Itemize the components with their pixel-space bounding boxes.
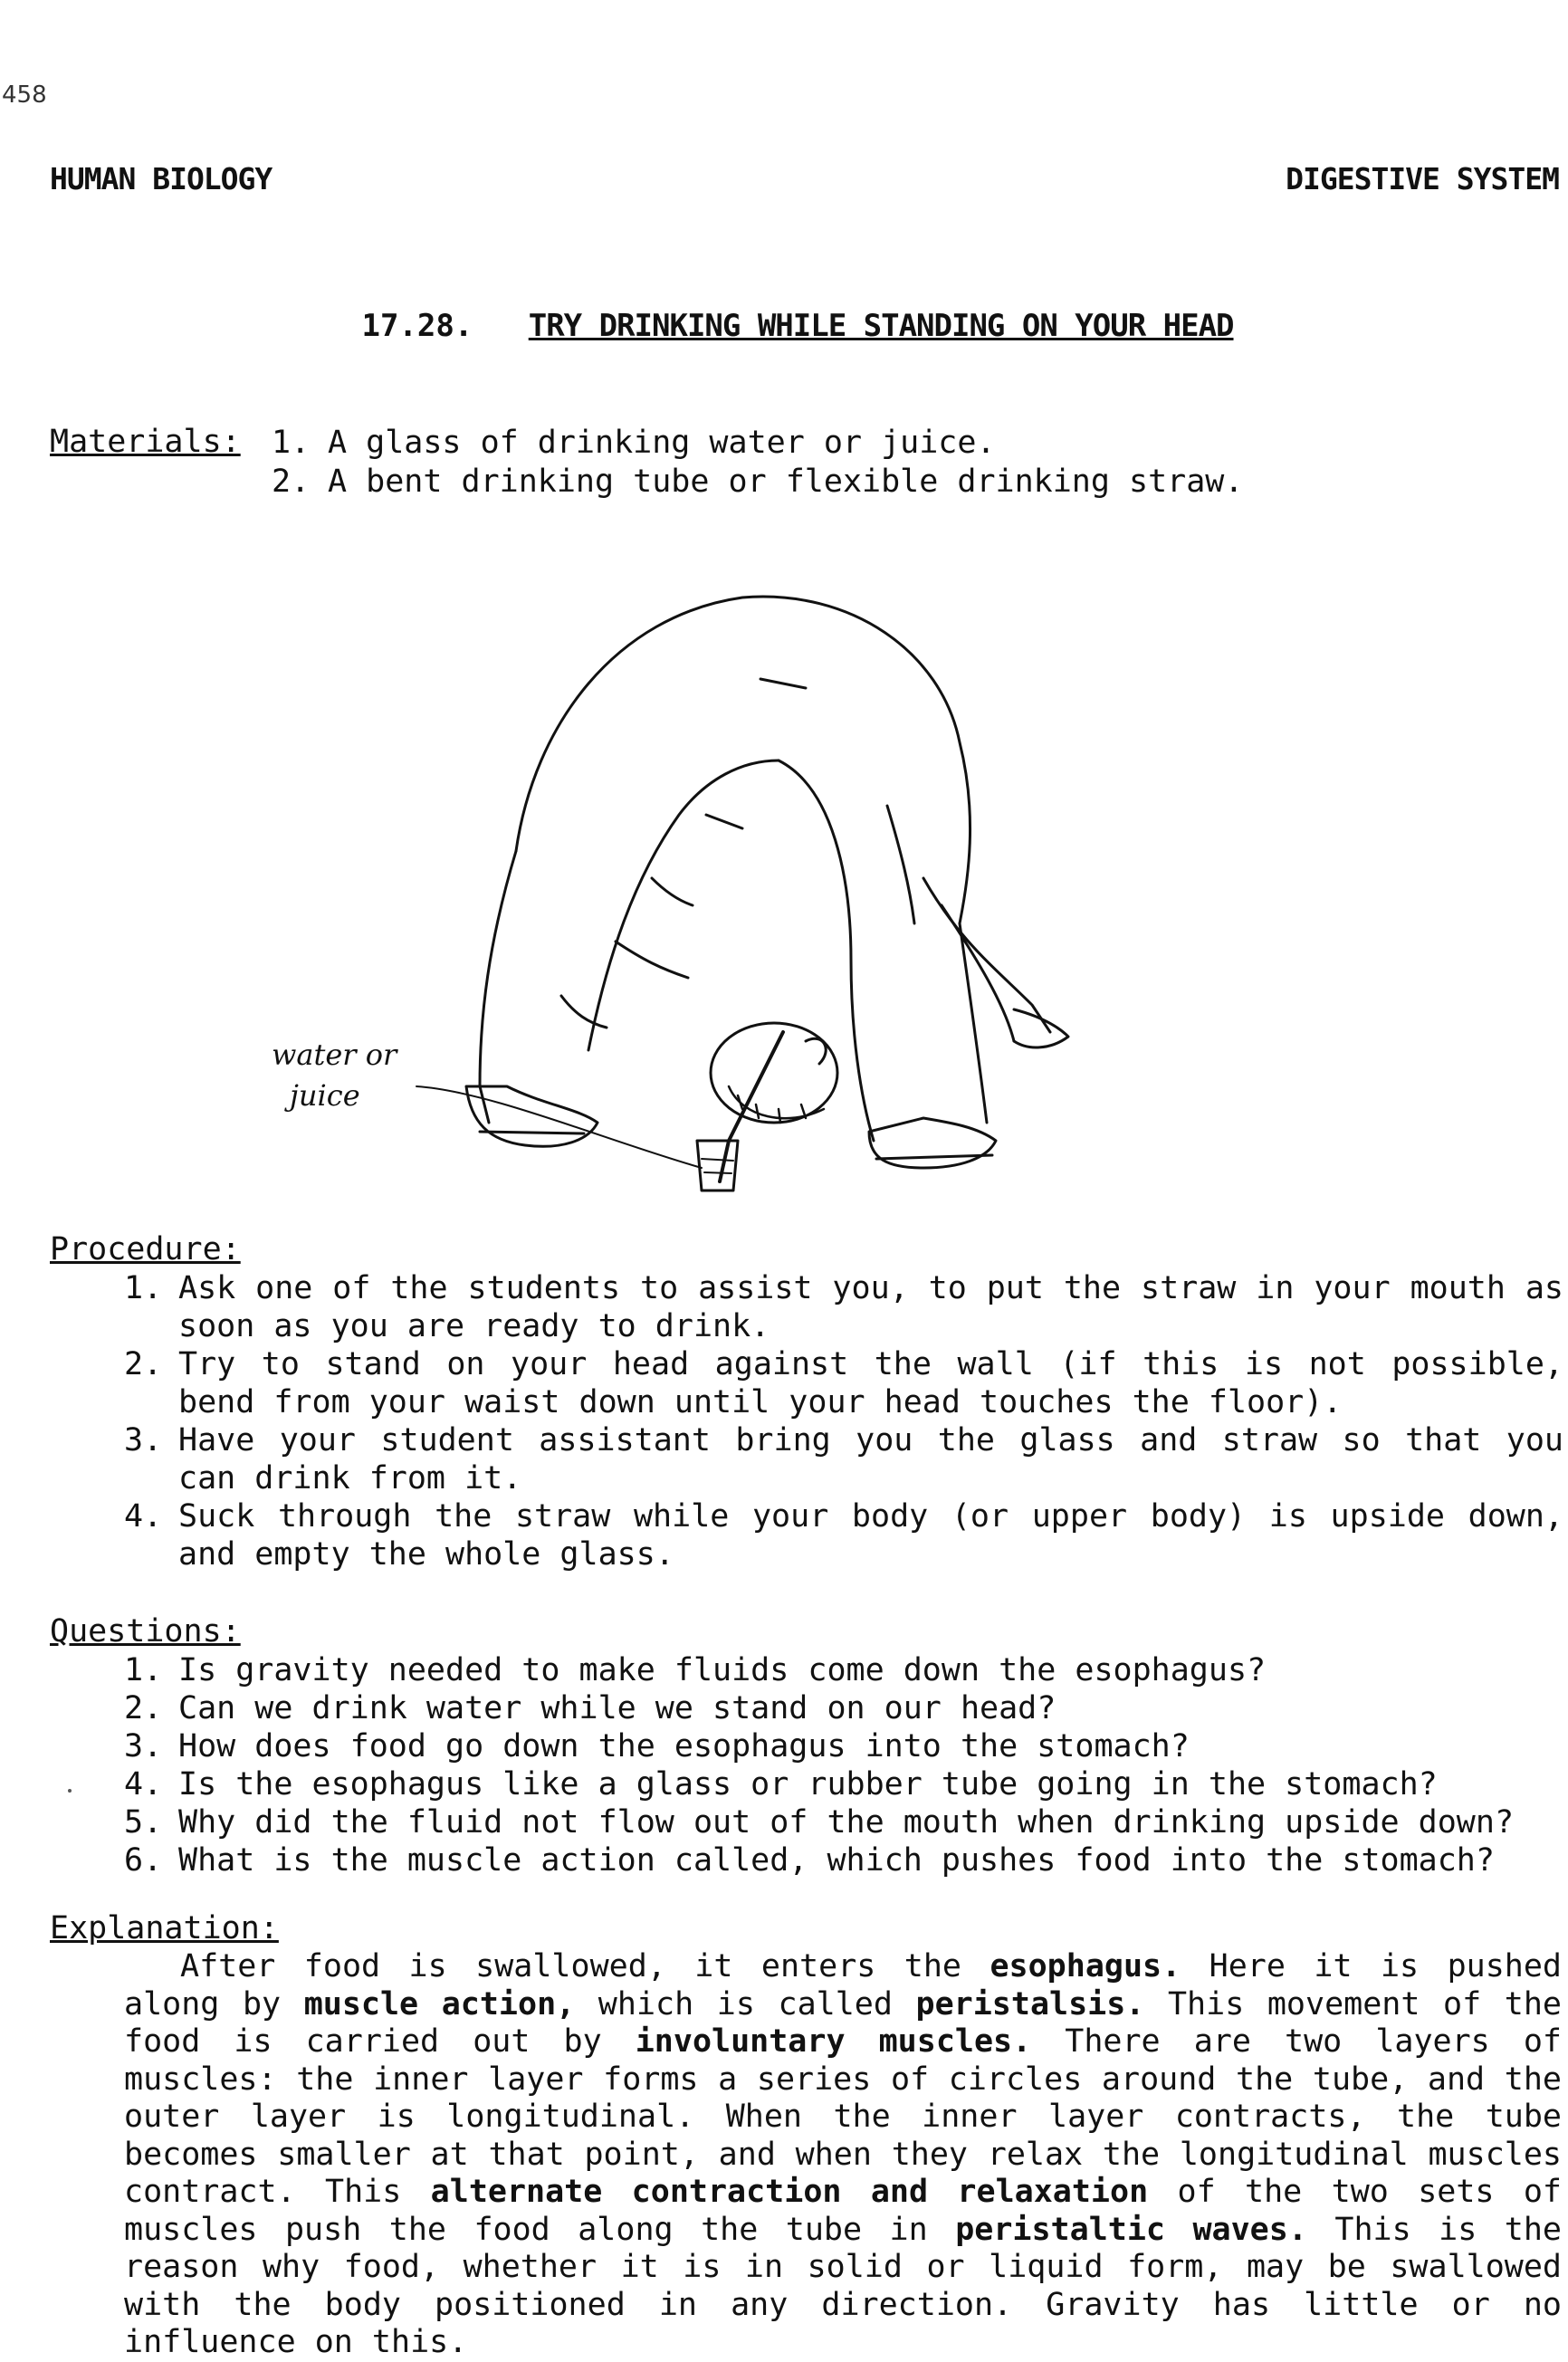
list-item: 2. A bent drinking tube or flexible drinking straw. — [272, 464, 1244, 500]
page-number: 458 — [2, 81, 47, 109]
list-item: 5. Why did the fluid not flow out of the mouth when drinking upside down? — [124, 1804, 1515, 1841]
term-involuntary-muscles: involuntary muscles. — [635, 2023, 1032, 2060]
list-item: 1. Is gravity needed to make fluids come down the esophagus? — [124, 1652, 1267, 1688]
caption-line-1: water or — [272, 1038, 397, 1072]
title-text: TRY DRINKING WHILE STANDING ON YOUR HEAD — [528, 308, 1234, 344]
left-leg-outer — [480, 851, 516, 1123]
torso-outline — [516, 597, 970, 923]
procedure-list — [124, 1269, 1563, 1573]
list-item: 2. Try to stand on your head against the wall (if this is not possible, bend from your waist down until your head touches the floor). — [124, 1346, 1563, 1420]
questions-label: Questions: — [50, 1613, 241, 1650]
materials-list — [272, 424, 1243, 502]
right-shoe — [869, 1118, 996, 1168]
illustration-caption — [272, 1035, 397, 1116]
list-item: 2. Can we drink water while we stand on our head? — [124, 1690, 1056, 1726]
title-number: 17.28. — [361, 308, 473, 344]
questions-list — [124, 1651, 1563, 1879]
materials-label: Materials: — [50, 424, 241, 460]
list-item: 6. What is the muscle action called, which pushes food into the stomach? — [124, 1842, 1495, 1879]
illustration-upside-down-drinking — [380, 579, 1104, 1195]
caption-leader-line — [416, 1086, 702, 1168]
explanation-paragraph: After food is swallowed, it enters the esophagus. Here it is pushed along by muscle action, which is called peristalsis. This movement of the food is carried out by involuntary muscles. There are two layers of muscles: the inner layer forms a series of circles around the tube, and the outer layer is longitudinal. When the inner layer contracts, the tube becomes smaller at that point, and when they relax the longitudinal muscles contract. This alternate contraction and relaxation of the two sets of muscles push the food along the tube in peristaltic waves. This is the reason why food, whether it is in solid or liquid form, may be swallowed with the body positioned in any direction. Gravity has little or no influence on this. — [124, 1948, 1563, 2360]
right-hand — [1014, 1009, 1068, 1047]
list-item: 3. How does food go down the esophagus into the stomach? — [124, 1728, 1190, 1764]
term-peristalsis: peristalsis. — [915, 1985, 1145, 2023]
term-esophagus: esophagus. — [990, 1948, 1181, 1984]
list-item: 1. Ask one of the students to assist you, to put the straw in your mouth as soon as you are ready to drink. — [124, 1270, 1563, 1344]
term-peristaltic-waves: peristaltic waves. — [955, 2211, 1307, 2248]
glass — [697, 1141, 738, 1191]
page-title — [0, 308, 1568, 344]
procedure-label: Procedure: — [50, 1231, 241, 1267]
right-leg-inner — [779, 760, 874, 1141]
caption-line-2: juice — [290, 1078, 360, 1113]
right-arm — [923, 878, 1050, 1032]
list-item: 4. Suck through the straw while your body (or upper body) is upside down, and empty the whole glass. — [124, 1498, 1563, 1573]
term-alternate-contraction: alternate contraction and relaxation — [430, 2174, 1149, 2210]
header-chapter: DIGESTIVE SYSTEM — [1286, 161, 1559, 196]
explanation-label: Explanation: — [50, 1910, 279, 1946]
left-leg-inner — [588, 760, 779, 1050]
header-subject: HUMAN BIOLOGY — [50, 161, 272, 196]
list-item: 3. Have your student assistant bring you the glass and straw so that you can drink from it. — [124, 1422, 1563, 1497]
stray-mark — [68, 1789, 72, 1793]
list-item: 4. Is the esophagus like a glass or rubber tube going in the stomach? — [124, 1766, 1438, 1803]
ear — [806, 1038, 826, 1064]
term-muscle-action: muscle action, — [303, 1985, 576, 2023]
list-item: 1. A glass of drinking water or juice. — [272, 425, 996, 461]
